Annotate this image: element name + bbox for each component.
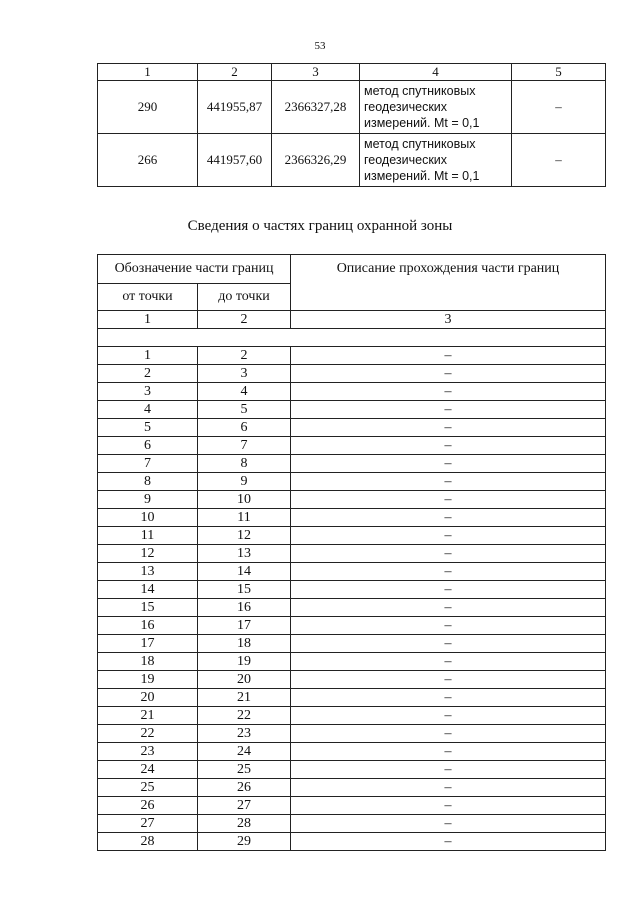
table-row <box>98 134 606 187</box>
table-row <box>98 545 606 563</box>
to-point-cell: 7 <box>198 437 291 455</box>
column-number-5: 5 <box>512 64 606 81</box>
to-point-cell: 6 <box>198 419 291 437</box>
from-point-cell: 8 <box>98 473 198 491</box>
description-cell: – <box>291 455 606 473</box>
column-number-2: 2 <box>198 311 291 329</box>
table-row <box>98 707 606 725</box>
table-row <box>98 419 606 437</box>
description-cell: – <box>291 671 606 689</box>
description-cell: – <box>291 617 606 635</box>
table-row <box>98 365 606 383</box>
table-row <box>98 527 606 545</box>
from-point-cell: 2 <box>98 365 198 383</box>
to-point-cell: 10 <box>198 491 291 509</box>
from-point-cell: 23 <box>98 743 198 761</box>
table-row <box>98 689 606 707</box>
to-point-cell: 2 <box>198 347 291 365</box>
to-point-cell: 26 <box>198 779 291 797</box>
column-number-1: 1 <box>98 311 198 329</box>
table-row <box>98 725 606 743</box>
table-row <box>98 81 606 134</box>
to-point-cell: 12 <box>198 527 291 545</box>
method-line: геодезических <box>364 100 448 114</box>
column-number-4: 4 <box>360 64 512 81</box>
description-cell: – <box>291 707 606 725</box>
column-number-1: 1 <box>98 64 198 81</box>
to-point-cell: 16 <box>198 599 291 617</box>
boundary-parts-table <box>97 254 606 851</box>
to-point-header: до точки <box>198 284 291 311</box>
point-number: 266 <box>98 134 198 187</box>
method-description <box>360 134 512 187</box>
description-cell: – <box>291 743 606 761</box>
table-row <box>98 815 606 833</box>
description-cell: – <box>291 437 606 455</box>
from-point-cell: 10 <box>98 509 198 527</box>
description-cell: – <box>291 797 606 815</box>
description-cell: – <box>291 527 606 545</box>
to-point-cell: 15 <box>198 581 291 599</box>
section-title: Сведения о частях границ охранной зоны <box>187 218 453 234</box>
group-header: Обозначение части границ <box>98 255 291 284</box>
to-point-cell: 19 <box>198 653 291 671</box>
to-point-cell: 8 <box>198 455 291 473</box>
from-point-cell: 26 <box>98 797 198 815</box>
description-cell: – <box>291 347 606 365</box>
to-point-cell: 9 <box>198 473 291 491</box>
description-cell: – <box>291 689 606 707</box>
page-number: 53 <box>314 40 326 52</box>
from-point-cell: 11 <box>98 527 198 545</box>
coordinates-header-row <box>98 64 606 81</box>
from-point-cell: 9 <box>98 491 198 509</box>
description-cell: – <box>291 563 606 581</box>
to-point-cell: 11 <box>198 509 291 527</box>
empty-row <box>98 329 606 347</box>
column-number-3: 3 <box>272 64 360 81</box>
to-point-cell: 25 <box>198 761 291 779</box>
from-point-cell: 22 <box>98 725 198 743</box>
point-number: 290 <box>98 81 198 134</box>
table-row <box>98 383 606 401</box>
table-row <box>98 635 606 653</box>
description-cell: – <box>291 635 606 653</box>
description-cell: – <box>291 419 606 437</box>
from-point-cell: 27 <box>98 815 198 833</box>
to-point-cell: 17 <box>198 617 291 635</box>
to-point-cell: 18 <box>198 635 291 653</box>
description-cell: – <box>291 833 606 851</box>
numbering-row <box>98 311 606 329</box>
column-number-3: 3 <box>291 311 606 329</box>
description-cell: – <box>291 365 606 383</box>
table-row <box>98 401 606 419</box>
description-cell: – <box>291 653 606 671</box>
description-cell: – <box>291 473 606 491</box>
table-row <box>98 779 606 797</box>
method-description <box>360 81 512 134</box>
from-point-cell: 7 <box>98 455 198 473</box>
from-point-header: от точки <box>98 284 198 311</box>
description-cell: – <box>291 383 606 401</box>
coordinate-y: 2366326,29 <box>272 134 360 187</box>
table-row <box>98 797 606 815</box>
description-cell: – <box>291 599 606 617</box>
note-cell: – <box>512 81 606 134</box>
table-row <box>98 347 606 365</box>
method-line: измерений. Mt = 0,1 <box>364 169 480 183</box>
method-line: измерений. Mt = 0,1 <box>364 116 480 130</box>
from-point-cell: 25 <box>98 779 198 797</box>
from-point-cell: 3 <box>98 383 198 401</box>
coordinate-y: 2366327,28 <box>272 81 360 134</box>
description-cell: – <box>291 545 606 563</box>
from-point-cell: 4 <box>98 401 198 419</box>
description-header: Описание прохождения части границ <box>291 255 606 311</box>
to-point-cell: 23 <box>198 725 291 743</box>
to-point-cell: 13 <box>198 545 291 563</box>
table-row <box>98 761 606 779</box>
description-cell: – <box>291 491 606 509</box>
description-cell: – <box>291 401 606 419</box>
table-row <box>98 599 606 617</box>
from-point-cell: 20 <box>98 689 198 707</box>
note-cell: – <box>512 134 606 187</box>
description-cell: – <box>291 779 606 797</box>
table-row <box>98 491 606 509</box>
table-row <box>98 437 606 455</box>
description-cell: – <box>291 815 606 833</box>
to-point-cell: 21 <box>198 689 291 707</box>
to-point-cell: 20 <box>198 671 291 689</box>
header-row <box>98 255 606 284</box>
to-point-cell: 5 <box>198 401 291 419</box>
from-point-cell: 1 <box>98 347 198 365</box>
table-row <box>98 473 606 491</box>
table-row <box>98 509 606 527</box>
from-point-cell: 13 <box>98 563 198 581</box>
to-point-cell: 29 <box>198 833 291 851</box>
table-row <box>98 617 606 635</box>
description-cell: – <box>291 725 606 743</box>
description-cell: – <box>291 509 606 527</box>
table-row <box>98 653 606 671</box>
to-point-cell: 28 <box>198 815 291 833</box>
method-line: метод спутниковых <box>364 84 476 98</box>
table-row <box>98 743 606 761</box>
from-point-cell: 15 <box>98 599 198 617</box>
from-point-cell: 28 <box>98 833 198 851</box>
from-point-cell: 18 <box>98 653 198 671</box>
table-row <box>98 563 606 581</box>
method-line: геодезических <box>364 153 448 167</box>
table-row <box>98 671 606 689</box>
method-line: метод спутниковых <box>364 137 476 151</box>
from-point-cell: 12 <box>98 545 198 563</box>
from-point-cell: 24 <box>98 761 198 779</box>
column-number-2: 2 <box>198 64 272 81</box>
to-point-cell: 24 <box>198 743 291 761</box>
table-row <box>98 833 606 851</box>
table-row <box>98 581 606 599</box>
to-point-cell: 27 <box>198 797 291 815</box>
description-cell: – <box>291 581 606 599</box>
description-cell: – <box>291 761 606 779</box>
from-point-cell: 16 <box>98 617 198 635</box>
to-point-cell: 3 <box>198 365 291 383</box>
from-point-cell: 14 <box>98 581 198 599</box>
table-row <box>98 455 606 473</box>
from-point-cell: 21 <box>98 707 198 725</box>
from-point-cell: 17 <box>98 635 198 653</box>
from-point-cell: 19 <box>98 671 198 689</box>
to-point-cell: 14 <box>198 563 291 581</box>
coordinate-x: 441957,60 <box>198 134 272 187</box>
to-point-cell: 22 <box>198 707 291 725</box>
to-point-cell: 4 <box>198 383 291 401</box>
coordinates-table <box>97 63 606 187</box>
from-point-cell: 5 <box>98 419 198 437</box>
from-point-cell: 6 <box>98 437 198 455</box>
coordinate-x: 441955,87 <box>198 81 272 134</box>
